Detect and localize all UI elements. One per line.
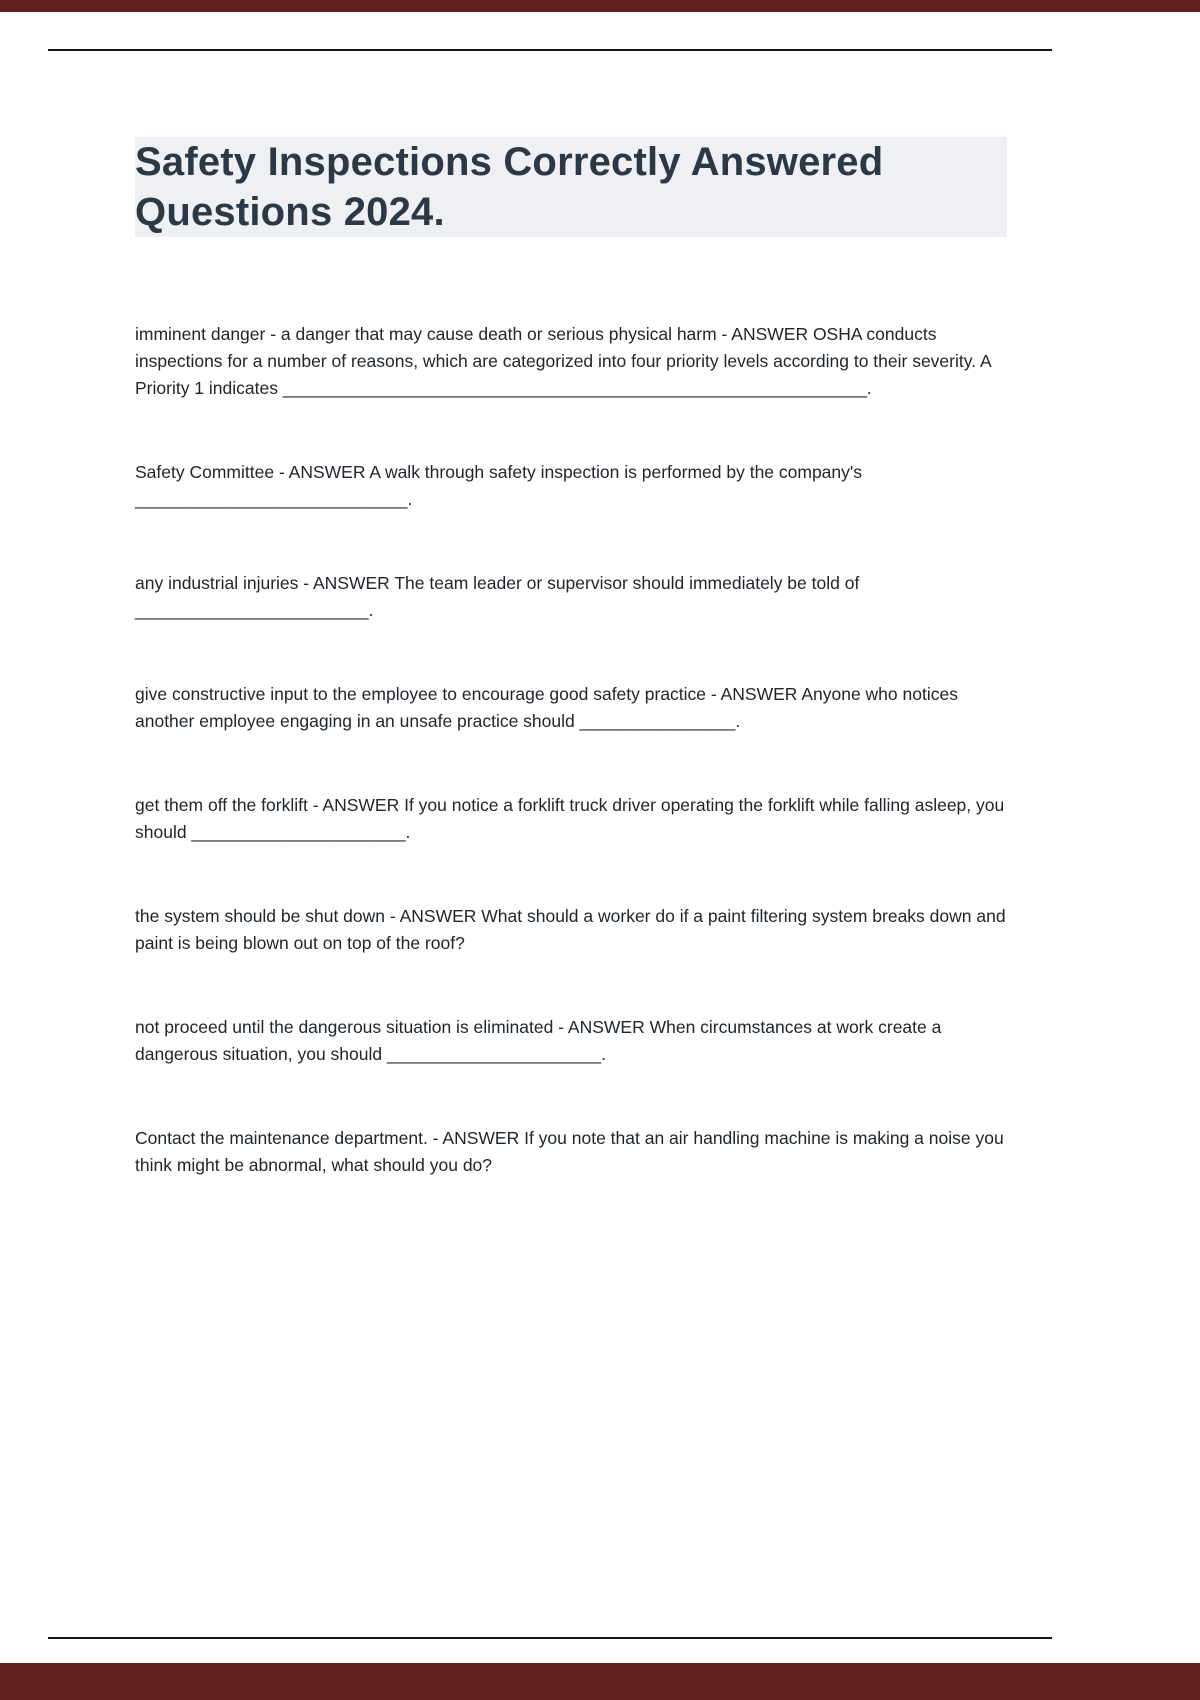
document-content bbox=[135, 137, 1007, 1236]
header-rule bbox=[48, 49, 1052, 51]
document-title: Safety Inspections Correctly Answered Questions 2024. bbox=[135, 137, 1007, 237]
top-border-bar bbox=[0, 0, 1200, 12]
qa-paragraph: Safety Committee - ANSWER A walk through safety inspection is performed by the company's ____________________________. bbox=[135, 462, 862, 509]
qa-paragraph: Contact the maintenance department. - ANSWER If you note that an air handling machine is making a noise you think might be abnormal, what should you do? bbox=[135, 1128, 1004, 1175]
qa-paragraph: any industrial injuries - ANSWER The team leader or supervisor should immediately be told of ________________________. bbox=[135, 573, 860, 620]
qa-paragraph: give constructive input to the employee to encourage good safety practice - ANSWER Anyone who notices another employee engaging in an unsafe practice should ________________. bbox=[135, 684, 958, 731]
qa-paragraph: the system should be shut down - ANSWER What should a worker do if a paint filtering system breaks down and paint is being blown out on top of the roof? bbox=[135, 906, 1006, 953]
qa-paragraph: not proceed until the dangerous situation is eliminated - ANSWER When circumstances at work create a dangerous situation, you should ______________________. bbox=[135, 1017, 942, 1064]
qa-paragraph: get them off the forklift - ANSWER If you notice a forklift truck driver operating the forklift while falling asleep, you should ______________________. bbox=[135, 795, 1005, 842]
bottom-border-bar bbox=[0, 1663, 1200, 1700]
footer-rule bbox=[48, 1637, 1052, 1639]
qa-paragraph: imminent danger - a danger that may cause death or serious physical harm - ANSWER OSHA conducts inspections for a number of reasons, which are categorized into four priority levels according to their severity. A Priority 1 indicates ____________________________________________________________. bbox=[135, 324, 991, 398]
